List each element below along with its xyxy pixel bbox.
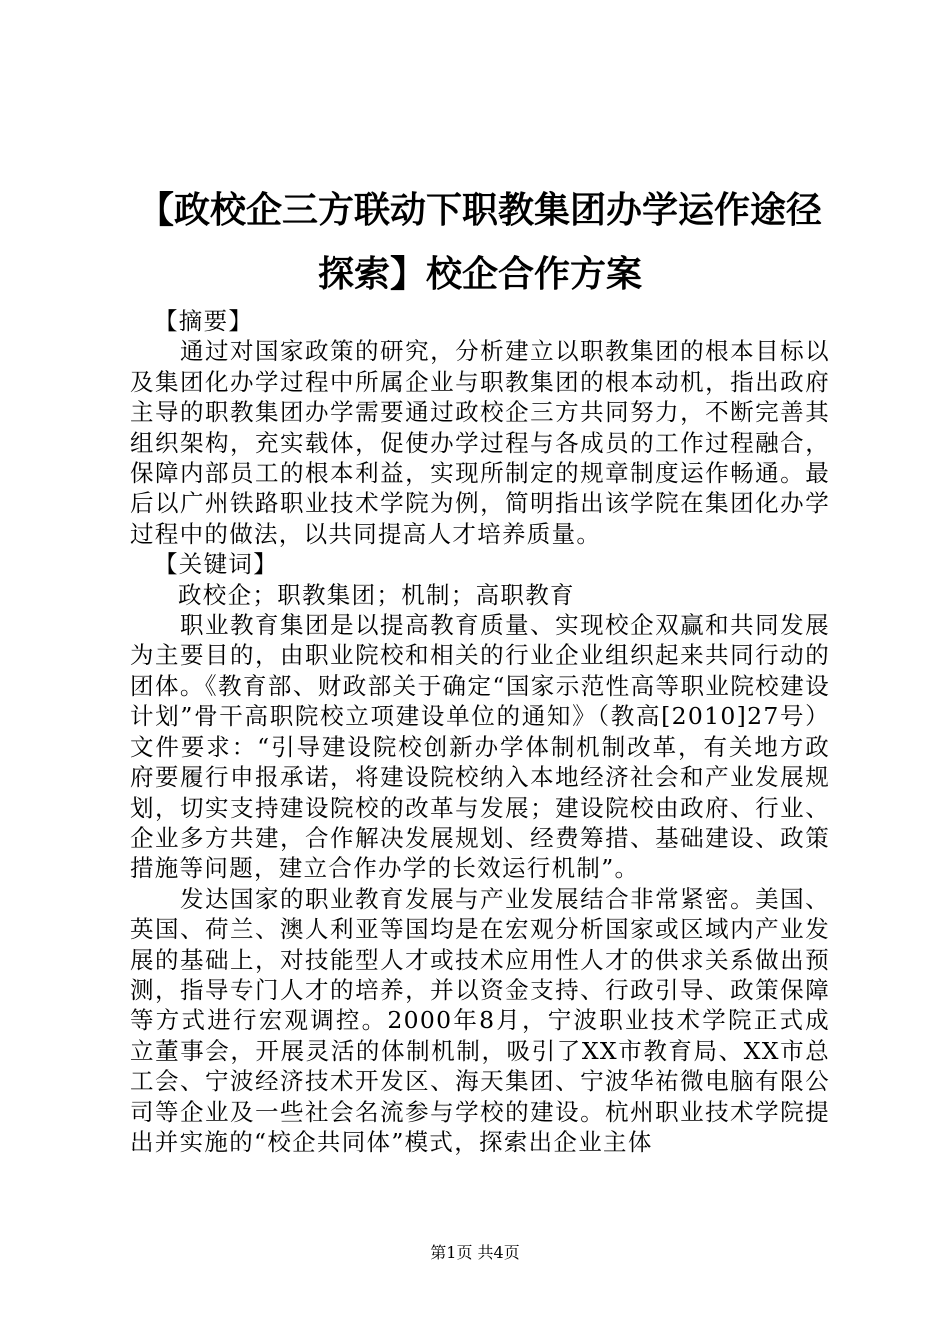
page-footer: 第1页 共4页 — [430, 1243, 520, 1262]
abstract-paragraph: 通过对国家政策的研究，分析建立以职教集团的根本目标以及集团化办学过程中所属企业与职教集团的根本动机，指出政府主导的职教集团办学需要通过政校企三方共同努力，不断完善其组织架构，充实载体，促使办学过程与各成员的工作过程融合，保障内部员工的根本利益，实现所制定的规章制度运作畅通。最后以广州铁路职业技术学院为例，简明指出该学院在集团化办学过程中的做法，以共同提高人才培养质量。 — [130, 337, 830, 548]
keywords-heading: 【关键词】 — [154, 550, 278, 579]
keywords-text: 政校企；职教集团；机制；高职教育 — [178, 580, 575, 609]
document-title: 【政校企三方联动下职教集团办学运作途径探索】校企合作方案 — [137, 189, 822, 295]
document-page — [130, 178, 830, 1157]
body-paragraph: 职业教育集团是以提高教育质量、实现校企双赢和共同发展为主要目的，由职业院校和相关的行业企业组织起来共同行动的团体。《教育部、财政部关于确定“国家示范性高等职业院校建设计划”骨干高职院校立项建设单位的通知》（教高[2010]27号）文件要求：“引导建设院校创新办学体制机制改革，有关地方政府要履行申报承诺，将建设院校纳入本地经济社会和产业发展规划，切实支持建设院校的改革与发展；建设院校由政府、行业、企业多方共建，合作解决发展规划、经费筹措、基础建设、政策措施等问题，建立合作办学的长效运行机制”。 — [130, 611, 830, 883]
body-paragraph: 发达国家的职业教育发展与产业发展结合非常紧密。美国、英国、荷兰、澳人利亚等国均是在宏观分析国家或区域内产业发展的基础上，对技能型人才或技术应用性人才的供求关系做出预测，指导专门人才的培养，并以资金支持、行政引导、政策保障等方式进行宏观调控。2000年8月，宁波职业技术学院正式成立董事会，开展灵活的体制机制，吸引了XX市教育局、XX市总工会、宁波经济技术开发区、海天集团、宁波华祐微电脑有限公司等企业及一些社会名流参与学校的建设。杭州职业技术学院提出并实施的“校企共同体”模式，探索出企业主体 — [130, 884, 830, 1156]
document-body — [130, 306, 830, 1157]
abstract-heading: 【摘要】 — [154, 307, 254, 335]
